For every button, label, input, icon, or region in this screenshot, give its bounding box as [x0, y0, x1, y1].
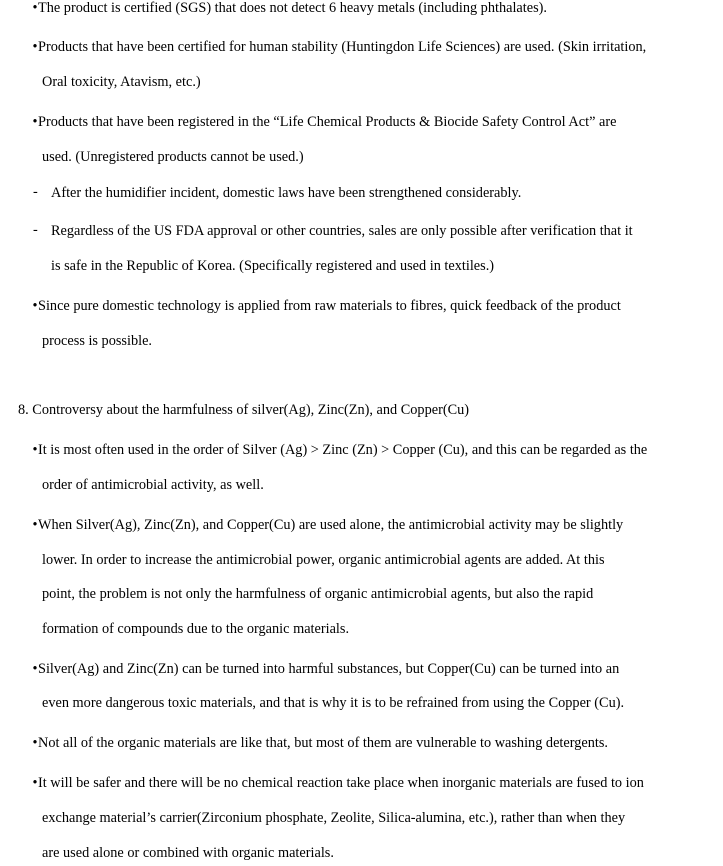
bullet-text: process is possible.: [42, 333, 152, 349]
dash-continuation: [51, 256, 494, 276]
bullet-text: The product is certified (SGS) that does not detect 6 heavy metals (including phthalates).: [38, 0, 547, 16]
bullet-item: [32, 733, 608, 753]
bullet-item: [32, 659, 619, 679]
bullet-text: point, the problem is not only the harmfulness of organic antimicrobial agents, but also the rapid: [42, 586, 594, 602]
bullet-item: [32, 773, 644, 793]
dash-item: [51, 183, 521, 203]
bullet-text: Not all of the organic materials are like that, but most of them are vulnerable to washing detergents.: [38, 735, 608, 751]
bullet-continuation: [42, 147, 304, 167]
bullet-continuation: [42, 843, 334, 863]
bullet-text: Products that have been registered in the “Life Chemical Products & Biocide Safety Control Act” are: [38, 114, 617, 130]
bullet-text: Since pure domestic technology is applied from raw materials to fibres, quick feedback of the product: [38, 298, 621, 314]
bullet-marker: •: [32, 114, 38, 130]
bullet-continuation: [42, 619, 349, 639]
bullet-marker: •: [32, 661, 38, 677]
bullet-marker: •: [32, 517, 38, 533]
bullet-continuation: [42, 550, 605, 570]
bullet-text: It will be safer and there will be no chemical reaction take place when inorganic materials are fused to ion: [38, 775, 644, 791]
bullet-item: [32, 440, 647, 460]
bullet-text: Oral toxicity, Atavism, etc.): [42, 74, 201, 90]
bullet-text: It is most often used in the order of Silver (Ag) > Zinc (Zn) > Copper (Cu), and this can be regarded as the: [38, 442, 648, 458]
bullet-text: When Silver(Ag), Zinc(Zn), and Copper(Cu) are used alone, the antimicrobial activity may be slightly: [38, 517, 624, 533]
section-heading: 8. Controversy about the harmfulness of silver(Ag), Zinc(Zn), and Copper(Cu): [18, 402, 470, 418]
bullet-continuation: [42, 584, 593, 604]
bullet-continuation: [42, 808, 625, 828]
bullet-item: [32, 112, 616, 132]
dash-marker: -: [33, 184, 38, 200]
bullet-item: [32, 37, 646, 57]
bullet-continuation: [42, 331, 152, 351]
bullet-continuation: [42, 475, 264, 495]
bullet-text: formation of compounds due to the organic materials.: [42, 621, 350, 637]
dash-marker: -: [33, 222, 38, 238]
bullet-continuation: [42, 693, 624, 713]
bullet-text: even more dangerous toxic materials, and that is why it is to be refrained from using the Copper (Cu).: [42, 695, 625, 711]
bullet-item: [32, 296, 621, 316]
dash-text: After the humidifier incident, domestic laws have been strengthened considerably.: [51, 185, 522, 201]
bullet-marker: •: [32, 0, 38, 16]
bullet-marker: •: [32, 442, 38, 458]
bullet-text: lower. In order to increase the antimicrobial power, organic antimicrobial agents are added. At this: [42, 552, 605, 568]
dash-text: is safe in the Republic of Korea. (Specifically registered and used in textiles.): [51, 258, 495, 274]
dash-text: Regardless of the US FDA approval or other countries, sales are only possible after verification that it: [51, 223, 633, 239]
bullet-item: [32, 515, 623, 535]
bullet-text: order of antimicrobial activity, as well.: [42, 477, 264, 493]
bullet-marker: •: [32, 735, 38, 751]
bullet-text: Products that have been certified for human stability (Huntingdon Life Sciences) are used. (Skin irritation,: [38, 39, 647, 55]
bullet-text: are used alone or combined with organic materials.: [42, 845, 334, 861]
bullet-marker: •: [32, 775, 38, 791]
bullet-marker: •: [32, 39, 38, 55]
bullet-continuation: [42, 72, 201, 92]
bullet-item: [32, 0, 547, 18]
bullet-marker: •: [32, 298, 38, 314]
dash-item: [51, 221, 633, 241]
bullet-text: Silver(Ag) and Zinc(Zn) can be turned into harmful substances, but Copper(Cu) can be turned into an: [38, 661, 620, 677]
bullet-text: exchange material’s carrier(Zirconium phosphate, Zeolite, Silica-alumina, etc.), rather than when they: [42, 810, 626, 826]
bullet-text: used. (Unregistered products cannot be used.): [42, 149, 304, 165]
